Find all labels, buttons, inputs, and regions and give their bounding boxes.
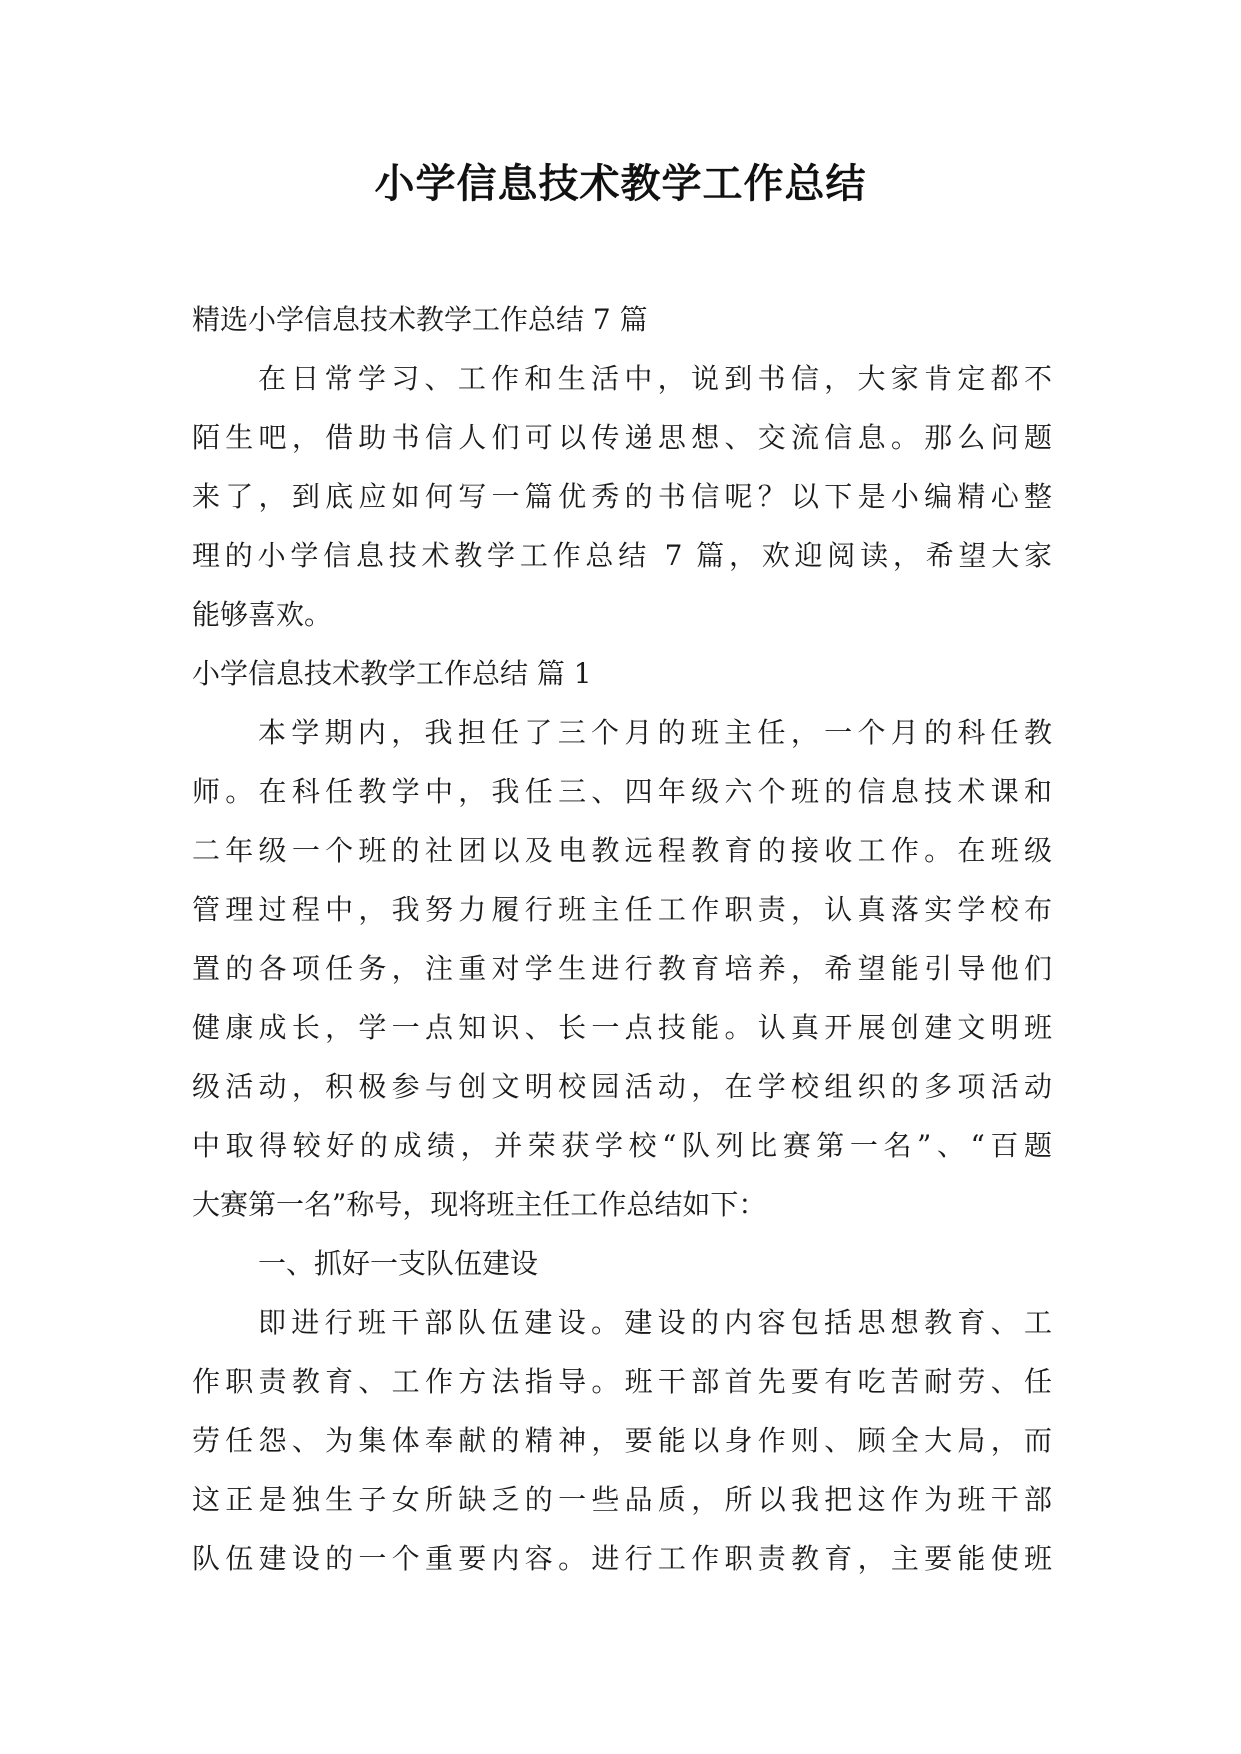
text-line: 一、抓好一支队伍建设	[258, 1247, 539, 1280]
text-line: 能够喜欢。	[192, 598, 333, 631]
text-line: 即进行班干部队伍建设。建设的内容包括思想教育、工	[258, 1306, 1052, 1339]
text-line: 理的小学信息技术教学工作总结 7 篇，欢迎阅读，希望大家	[192, 539, 1052, 572]
document-body	[192, 290, 1052, 1588]
text-line: 级活动，积极参与创文明校园活动，在学校组织的多项活动	[192, 1070, 1052, 1103]
text-line: 师。在科任教学中，我任三、四年级六个班的信息技术课和	[192, 775, 1052, 808]
text-line: 在日常学习、工作和生活中，说到书信，大家肯定都不	[258, 362, 1052, 395]
section-heading	[192, 290, 1052, 349]
text-line: 置的各项任务，注重对学生进行教育培养，希望能引导他们	[192, 952, 1052, 985]
section-heading	[192, 644, 1052, 703]
text-line: 大赛第一名”称号，现将班主任工作总结如下：	[192, 1188, 767, 1221]
body-paragraph	[192, 349, 1052, 644]
text-line: 健康成长，学一点知识、长一点技能。认真开展创建文明班	[192, 1011, 1052, 1044]
text-line: 劳任怨、为集体奉献的精神，要能以身作则、顾全大局，而	[192, 1424, 1052, 1457]
text-line: 精选小学信息技术教学工作总结 7 篇	[192, 303, 648, 336]
body-paragraph	[192, 703, 1052, 1234]
text-line: 来了，到底应如何写一篇优秀的书信呢？以下是小编精心整	[192, 480, 1052, 513]
text-line: 队伍建设的一个重要内容。进行工作职责教育，主要能使班	[192, 1542, 1052, 1575]
body-paragraph	[192, 1293, 1052, 1588]
text-line: 陌生吧，借助书信人们可以传递思想、交流信息。那么问题	[192, 421, 1052, 454]
text-line: 本学期内，我担任了三个月的班主任，一个月的科任教	[258, 716, 1052, 749]
text-line: 小学信息技术教学工作总结 篇 1	[192, 657, 592, 690]
text-line: 管理过程中，我努力履行班主任工作职责，认真落实学校布	[192, 893, 1052, 926]
document-title: 小学信息技术教学工作总结	[374, 161, 867, 207]
text-line: 二年级一个班的社团以及电教远程教育的接收工作。在班级	[192, 834, 1052, 867]
text-line: 中取得较好的成绩，并荣获学校“队列比赛第一名”、“百题	[192, 1129, 1052, 1162]
text-line: 这正是独生子女所缺乏的一些品质，所以我把这作为班干部	[192, 1483, 1052, 1516]
text-line: 作职责教育、工作方法指导。班干部首先要有吃苦耐劳、任	[192, 1365, 1052, 1398]
section-subheading	[192, 1234, 1052, 1293]
